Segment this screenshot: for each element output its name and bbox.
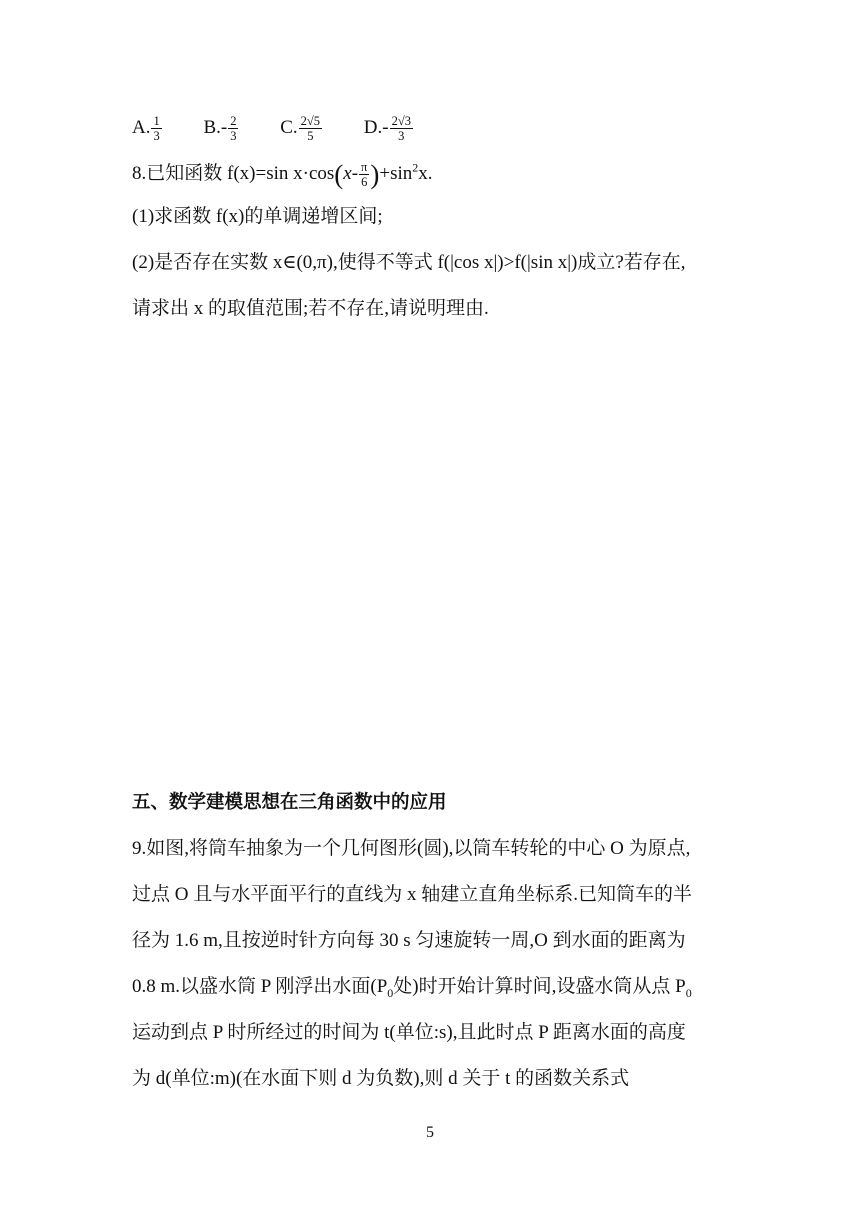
q8-stem: 8.已知函数 f(x)=sin x·cos(x- $\frac{\pi}{6}$ )$+\sin^2x$. bbox=[132, 159, 433, 190]
page-number: 5 bbox=[426, 1124, 434, 1141]
q9-line6: 为 d(单位:m)(在水面下则 d 为负数),则 d 关于 t 的函数关系式 bbox=[132, 1068, 630, 1089]
choice-b-fraction: $\frac{2}{3}$ bbox=[230, 114, 237, 143]
q9-line3: 径为 1.6 m,且按逆时针方向每 30 s 匀速旋转一周,O 到水面的距离为 bbox=[132, 930, 686, 951]
q9-line1: 9.如图,将筒车抽象为一个几何图形(圆),以筒车转轮的中心 O 为原点, bbox=[132, 838, 691, 859]
pi-over-6-fraction: $\frac{\pi}{6}$ bbox=[361, 160, 368, 189]
q9-line5: 运动到点 P 时所经过的时间为 t(单位:s),且此时点 P 距离水面的高度 bbox=[132, 1022, 686, 1043]
choice-c: C. $\frac{2√5}{5}$ bbox=[280, 114, 321, 143]
q7-choices bbox=[132, 114, 414, 143]
section-heading: 五、数学建模思想在三角函数中的应用 bbox=[132, 792, 447, 813]
choice-b: B.- $\frac{2}{3}$ bbox=[203, 114, 237, 143]
q9-line4: 0.8 m.以盛水筒 P 刚浮出水面($P_0$处)时开始计算时间,设盛水筒从点 $P_0$ bbox=[132, 976, 692, 1000]
q9-line2: 过点 O 且与水平面平行的直线为 x 轴建立直角坐标系.已知筒车的半 bbox=[132, 884, 692, 905]
choice-c-fraction: $\frac{2√5}{5}$ bbox=[300, 114, 321, 143]
q8-part2-line2: 请求出 x 的取值范围;若不存在,请说明理由. bbox=[132, 298, 489, 319]
choice-a-fraction: $\frac{1}{3}$ bbox=[153, 114, 160, 143]
choice-d: D.- $\frac{2√3}{3}$ bbox=[363, 114, 411, 143]
choice-d-fraction: $\frac{2√3}{3}$ bbox=[391, 114, 411, 143]
q8-part2-line1: (2)是否存在实数 x∈(0,π),使得不等式 f(|cos x|)>f(|sin x|)成立?若存在, bbox=[132, 252, 686, 273]
q8-part1: (1)求函数 f(x)的单调递增区间; bbox=[132, 206, 383, 227]
choice-a: A. $\frac{1}{3}$ bbox=[132, 114, 160, 143]
